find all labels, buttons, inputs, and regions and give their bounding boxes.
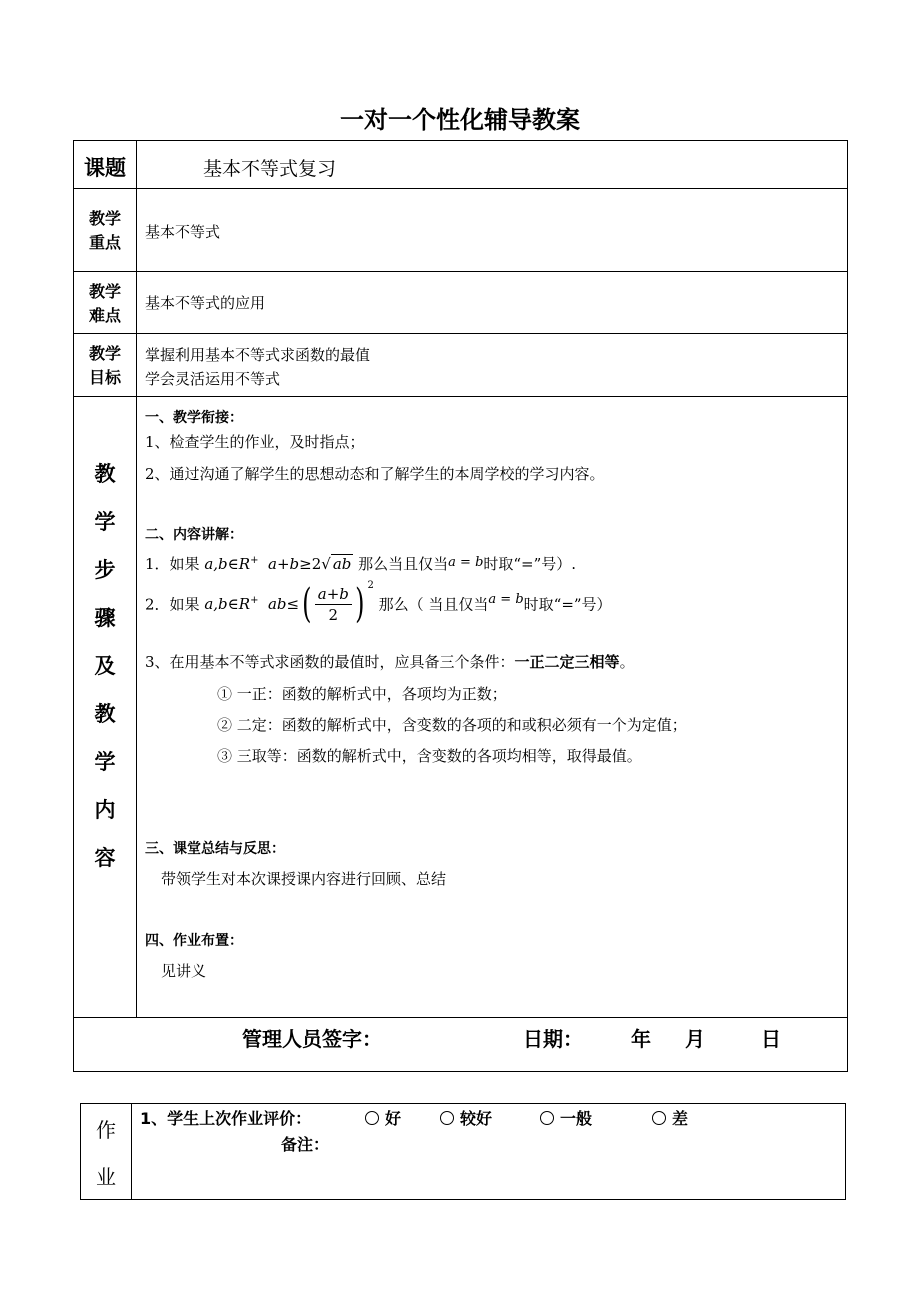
homework-label: 作 业 xyxy=(96,1118,116,1189)
month-label: 月 xyxy=(685,1027,705,1051)
key-point-value: 基本不等式 xyxy=(145,223,221,241)
condition-3: ③ 三取等：函数的解析式中，含变数的各项均相等，取得最值。 xyxy=(217,747,642,765)
difficulty-value: 基本不等式的应用 xyxy=(145,294,266,312)
homework-eval-label: 1、学生上次作业评价： xyxy=(140,1109,312,1128)
steps-label-char: 骤 xyxy=(94,606,116,630)
day-label: 日 xyxy=(761,1027,781,1051)
year-label: 年 xyxy=(631,1027,651,1051)
formula-2-tail: 时取“=”号） xyxy=(523,595,612,614)
condition-1: ① 一正：函数的解析式中，各项均为正数； xyxy=(217,685,507,703)
section-2-heading: 二、内容讲解： xyxy=(145,527,243,543)
radio-circle-icon xyxy=(365,1111,379,1125)
section-4-text: 见讲义 xyxy=(161,962,207,980)
radio-circle-icon xyxy=(652,1111,666,1125)
section-1-heading: 一、教学衔接： xyxy=(145,410,243,426)
formula-2-mid: 那么（ 当且仅当 xyxy=(378,595,489,614)
steps-label-char: 学 xyxy=(94,750,116,774)
eval-option-good[interactable]: 好 xyxy=(365,1106,401,1129)
steps-label-char: 教 xyxy=(94,702,116,726)
section-4-heading: 四、作业布置： xyxy=(145,933,243,949)
three-conditions: 一正二定三相等 xyxy=(514,653,620,671)
topic-label: 课题 xyxy=(84,156,126,180)
difficulty-label: 教学 难点 xyxy=(88,282,121,325)
section-1-item-2: 2、通过沟通了解学生的思想动态和了解学生的本周学校的学习内容。 xyxy=(145,465,605,483)
topic-value: 基本不等式复习 xyxy=(203,158,337,180)
date-label: 日期： xyxy=(523,1027,583,1051)
section-1-item-1: 1、检查学生的作业，及时指点； xyxy=(145,433,365,451)
steps-label-char: 学 xyxy=(94,510,116,534)
formula-1 xyxy=(145,553,576,574)
formula-2-expr: a,b∈R+ ab≤ xyxy=(204,595,300,613)
steps-label-char: 容 xyxy=(94,846,116,870)
section-2-item-3: 3、在用基本不等式求函数的最值时，应具备三个条件：一正二定三相等。 xyxy=(145,653,635,671)
formula-1-expr: a,b∈R+ a+b≥2√ ab xyxy=(204,555,352,573)
steps-label-char: 教 xyxy=(94,462,116,486)
eval-option-poor[interactable]: 差 xyxy=(652,1106,688,1129)
formula-2-prefix: 2．如果 xyxy=(145,595,200,614)
manager-signature-label: 管理人员签字： xyxy=(242,1027,382,1051)
steps-label-char: 及 xyxy=(94,654,116,678)
section-3-heading: 三、课堂总结与反思： xyxy=(145,841,285,857)
formula-2: 2．如果 a,b∈R+ ab≤( $\frac{a+b}{2}$ ) $^2$ 那么（ 当且仅当a = b时取“=”号） xyxy=(145,580,612,627)
document-title: 一对一个性化辅导教案 xyxy=(340,106,580,134)
eval-option-fair[interactable]: 较好 xyxy=(440,1106,492,1129)
key-point-label: 教学 重点 xyxy=(88,209,121,252)
radio-circle-icon xyxy=(540,1111,554,1125)
radio-circle-icon xyxy=(440,1111,454,1125)
formula-2-condition: a = b xyxy=(488,592,524,607)
objective-label: 教学 目标 xyxy=(88,344,121,387)
condition-2: ② 二定：函数的解析式中，含变数的各项的和或积必须有一个为定值； xyxy=(217,716,687,734)
objective-line-2: 学会灵活运用不等式 xyxy=(145,370,281,388)
formula-1-condition: a = b xyxy=(448,555,484,570)
eval-option-average[interactable]: 一般 xyxy=(540,1106,592,1129)
formula-1-tail: 时取“=”号）. xyxy=(483,555,577,573)
steps-label-char: 内 xyxy=(94,798,116,822)
section-3-text: 带领学生对本次课授课内容进行回顾、总结 xyxy=(161,870,447,888)
formula-1-suffix: 那么当且仅当 xyxy=(358,555,449,573)
formula-1-prefix: 1．如果 xyxy=(145,555,200,573)
objective-line-1: 掌握利用基本不等式求函数的最值 xyxy=(145,346,371,364)
homework-remark-label: 备注： xyxy=(281,1135,330,1154)
steps-label-char: 步 xyxy=(94,558,116,582)
